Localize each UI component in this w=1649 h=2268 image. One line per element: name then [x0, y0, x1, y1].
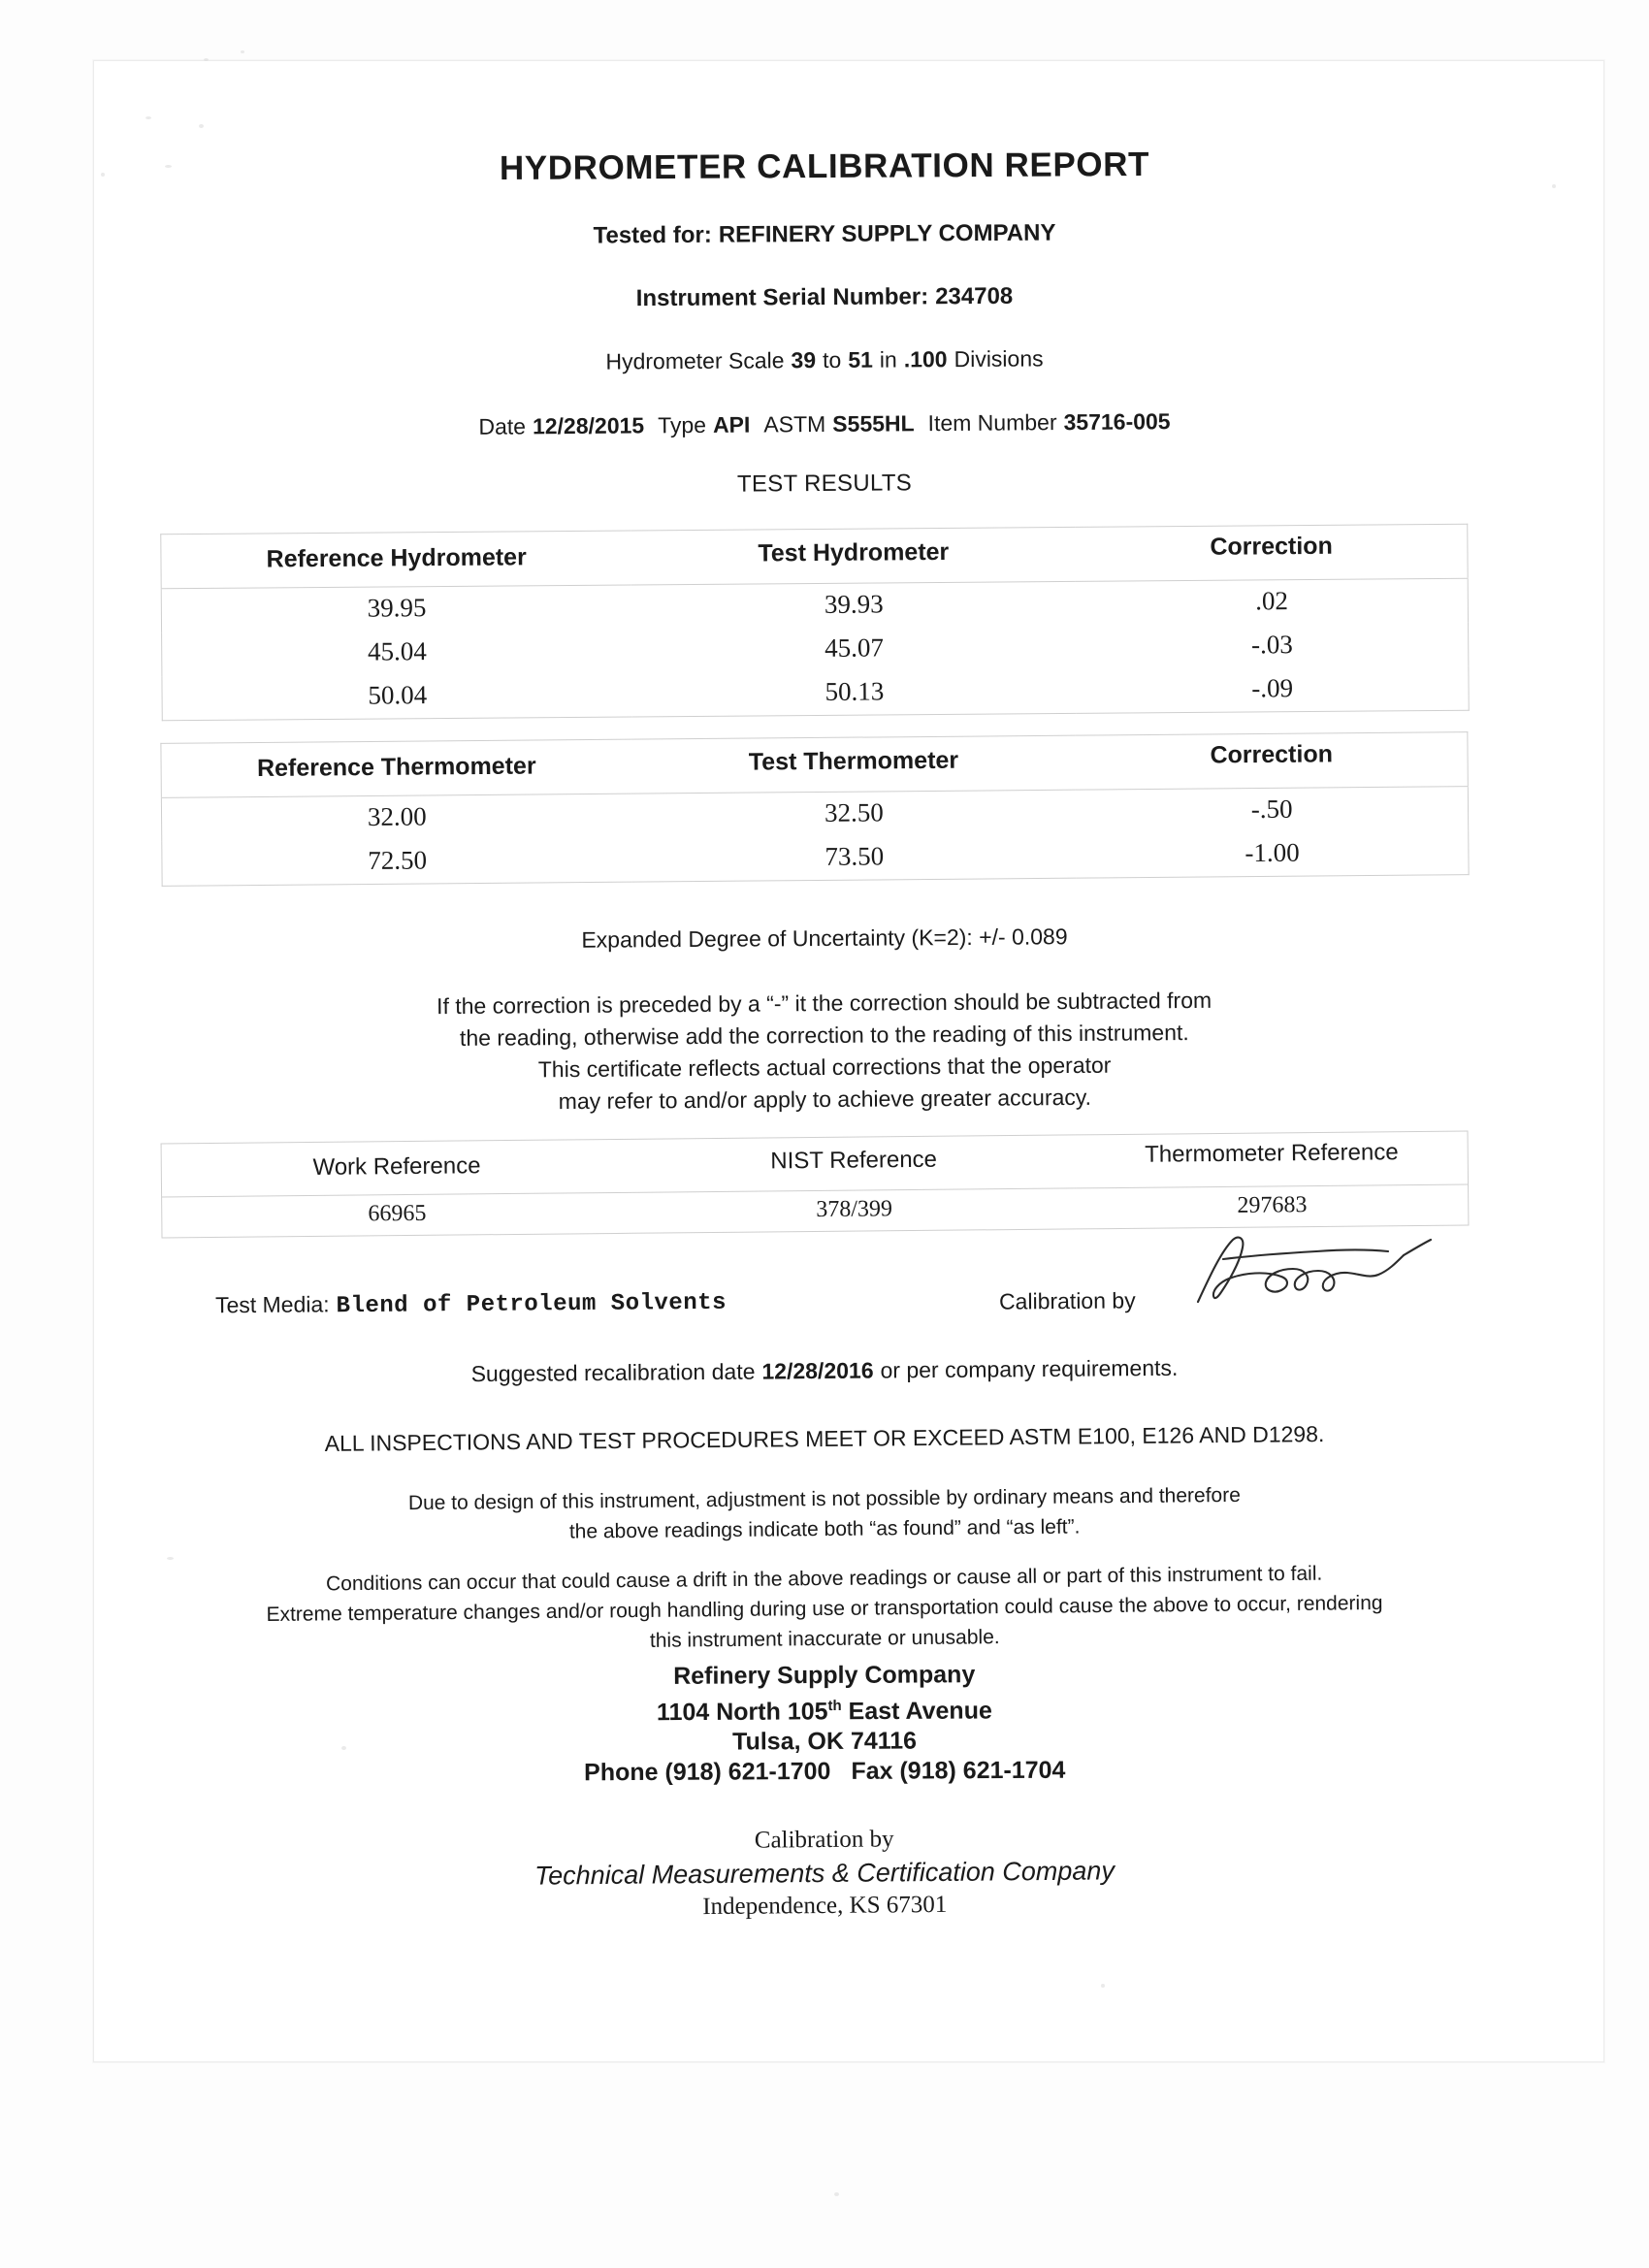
- column-header-correction: Correction: [1076, 728, 1469, 786]
- tested-for-value: REFINERY SUPPLY COMPANY: [718, 219, 1056, 248]
- scan-speck: [1101, 1984, 1105, 1988]
- cell-nist-reference: 378/399: [816, 1196, 893, 1222]
- date-label: Date: [478, 413, 527, 439]
- uncertainty-statement: Expanded Degree of Uncertainty (K=2): +/- 0.089: [581, 923, 1068, 953]
- recalibration-date: 12/28/2016: [761, 1357, 874, 1384]
- scan-speck: [204, 58, 209, 61]
- scan-speck: [241, 50, 244, 53]
- conditions-note: [0, 1555, 1649, 1663]
- cell-correction: .02: [1255, 586, 1289, 616]
- astm-compliance-statement: ALL INSPECTIONS AND TEST PROCEDURES MEET OR EXCEED ASTM E100, E126 AND D1298.: [324, 1421, 1325, 1456]
- correction-note-line: the reading, otherwise add the correction to the reading of this instrument.: [459, 1020, 1189, 1051]
- company-name: Refinery Supply Company: [673, 1661, 976, 1690]
- tested-for-label: Tested for:: [593, 221, 712, 249]
- cell-reference: 45.04: [367, 636, 427, 666]
- test-media-label: Test Media:: [214, 1291, 330, 1318]
- column-header-test-thermometer: Test Thermometer: [631, 733, 1076, 792]
- test-media-value: Blend of Petroleum Solvents: [336, 1289, 728, 1320]
- correction-note-line: may refer to and/or apply to achieve greater accuracy.: [558, 1084, 1092, 1115]
- cell-test: 73.50: [824, 841, 885, 871]
- reference-standards-table: [161, 1131, 1470, 1239]
- astm-value: S555HL: [832, 410, 915, 437]
- scale-to: 51: [848, 346, 873, 373]
- column-header-work-reference: Work Reference: [161, 1139, 631, 1197]
- scan-speck: [834, 2192, 839, 2196]
- recalibration-prefix: Suggested recalibration date: [470, 1358, 756, 1387]
- scan-speck: [199, 124, 204, 128]
- cell-reference: 72.50: [368, 845, 428, 876]
- column-header-test-hydrometer: Test Hydrometer: [631, 525, 1076, 583]
- company-fax: Fax (918) 621-1704: [851, 1757, 1066, 1786]
- footer-calibration-location: Independence, KS 67301: [702, 1891, 948, 1921]
- column-header-reference-hydrometer: Reference Hydrometer: [161, 531, 631, 589]
- scale-divisions: .100: [903, 346, 948, 373]
- street-ordinal-suffix: th: [827, 1697, 842, 1714]
- footer-calibration-by-label: Calibration by: [754, 1826, 894, 1854]
- conditions-note-line: Extreme temperature changes and/or rough handling during use or transportation could cause the above to occur, rendering: [266, 1591, 1383, 1627]
- date-value: 12/28/2015: [532, 412, 645, 439]
- conditions-note-line: Conditions can occur that could cause a drift in the above readings or cause all or part of this instrument to fail.: [325, 1562, 1323, 1596]
- cell-correction: -.09: [1251, 673, 1294, 703]
- recalibration-suffix: or per company requirements.: [880, 1354, 1179, 1383]
- column-header-correction: Correction: [1076, 519, 1469, 576]
- cell-correction: -1.00: [1245, 837, 1300, 868]
- cell-correction: -.50: [1250, 794, 1293, 825]
- scale-divisions-label: Divisions: [954, 345, 1044, 373]
- item-number-value: 35716-005: [1063, 408, 1171, 436]
- cell-test: 45.07: [824, 632, 885, 663]
- correction-note-line: If the correction is preceded by a “-” it the correction should be subtracted from: [436, 987, 1212, 1020]
- scale-in-label: in: [879, 346, 897, 373]
- scan-speck: [1552, 184, 1556, 188]
- type-value: API: [712, 411, 751, 437]
- company-city-state-zip: Tulsa, OK 74116: [732, 1727, 918, 1756]
- cell-reference: 39.95: [367, 593, 427, 623]
- cell-test: 32.50: [824, 797, 884, 827]
- column-header-thermometer-reference: Thermometer Reference: [1076, 1126, 1469, 1183]
- astm-label: ASTM: [763, 410, 826, 437]
- serial-number-value: 234708: [935, 282, 1014, 310]
- cell-reference: 50.04: [368, 680, 428, 710]
- handwritten-signature: [1188, 1230, 1440, 1308]
- street-suffix: East Avenue: [841, 1697, 992, 1726]
- cell-test: 39.93: [824, 589, 884, 619]
- scan-speck: [146, 116, 151, 119]
- cell-correction: -.03: [1250, 630, 1293, 660]
- thermometer-results-table: [160, 731, 1469, 887]
- conditions-note-line: this instrument inaccurate or unusable.: [649, 1626, 1000, 1652]
- test-media-line: [215, 1288, 727, 1321]
- company-phone: Phone (918) 621-1700: [584, 1758, 831, 1787]
- scale-from: 39: [791, 347, 817, 373]
- scale-label: Hydrometer Scale: [605, 347, 785, 374]
- type-label: Type: [658, 411, 707, 438]
- cell-work-reference: 66965: [368, 1200, 427, 1227]
- calibration-by-label: Calibration by: [998, 1287, 1136, 1314]
- footer-calibration-company: Technical Measurements & Certification Company: [534, 1856, 1116, 1891]
- street-prefix: 1104 North 105: [656, 1698, 828, 1727]
- correction-note-line: This certificate reflects actual corrections that the operator: [537, 1052, 1112, 1083]
- design-note-line: Due to design of this instrument, adjustment is not possible by ordinary means and therefore: [407, 1483, 1241, 1515]
- page-title: HYDROMETER CALIBRATION REPORT: [499, 145, 1150, 188]
- correction-note: [0, 981, 1649, 1121]
- column-header-nist-reference: NIST Reference: [631, 1133, 1076, 1190]
- scan-speck: [167, 1557, 174, 1560]
- scale-to-label: to: [822, 346, 842, 373]
- company-address-block: [0, 1657, 1649, 1792]
- hydrometer-results-table: [160, 524, 1469, 722]
- cell-test: 50.13: [824, 676, 885, 706]
- design-note-line: the above readings indicate both “as found” and “as left”.: [568, 1515, 1081, 1543]
- cell-reference: 32.00: [367, 801, 427, 832]
- item-number-label: Item Number: [927, 409, 1057, 437]
- serial-number-label: Instrument Serial Number:: [635, 283, 929, 312]
- calibration-provider-block: [0, 1817, 1649, 1930]
- test-results-heading: TEST RESULTS: [736, 470, 913, 498]
- column-header-reference-thermometer: Reference Thermometer: [161, 739, 631, 797]
- cell-thermometer-reference: 297683: [1237, 1192, 1308, 1218]
